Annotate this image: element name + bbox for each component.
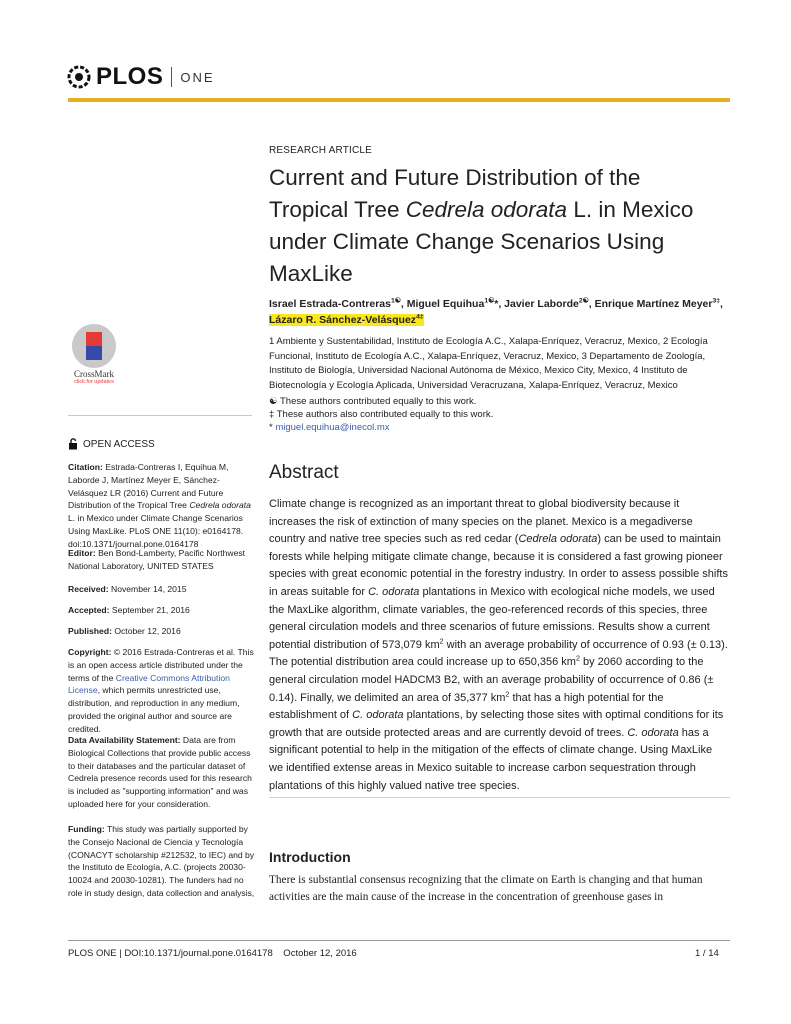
- footer-citation: PLOS ONE | DOI:10.1371/journal.pone.0164178 October 12, 2016: [68, 948, 357, 959]
- citation-block: Citation: Estrada-Contreras I, Equihua M, Laborde J, Martínez Meyer E, Sánchez-Velásquez LR (2016) Current and Future Distribution of the Tropical Tree Cedrela odorata L. in Mexico under Climate Change Scenarios Using MaxLike. PLoS ONE 11(10): e0164178. doi:10.1371/journal.pone.0164178: [68, 462, 251, 549]
- funding-block: Funding: This study was partially supported by the Consejo Nacional de Ciencia y Tecnología (CONACYT scholarship #212532, to IEC) and by the Instituto de Ecología, A.C. (projects 20030-10024 and 20030-10281). The funders had no role in study design, data collection and analysis,: [68, 824, 255, 898]
- note-also-equal: ‡ These authors also contributed equally to this work.: [269, 409, 494, 420]
- data-availability-block: Data Availability Statement: Data are from Biological Collections that provide public access to their databases and the particular dataset of Cedrela presence records used for this research is included as "supporting information" and was uploaded here for your consideration.: [68, 735, 252, 809]
- abstract-text: Climate change is recognized as an important threat to global biodiversity because it increases the risk of extinction of many species on the planet. Mexico is a megadiverse country and native tree species such as red cedar (Cedrela odorata) can be used to maintain forests while helping mitigate climate change, because it is considered a fast growing pioneer species with great economic potential in the forestry industry. In order to assess possible shifts in areas suitable for C. odorata plantations in Mexico with ecological niche models, we used the MaxLike algorithm, climate variables, the geo-referenced records of this species, three general circulation models and three scenarios of future emissions. Results show a current potential distribution of 573,079 $km^2$ with an average probability of occurrence of 0.93 (± 0.13). The potential distribution area could increase up to 650,356 $km^2$ by 2060 according to the general circulation model HADCM3 B2, with an average probability of occurrence of 0.86 (± 0.14). Finally, we delimited an area of 35,377 $km^2$ that has a high potential for the establishment of C. odorata plantations, by selecting those sites with optimal conditions for its growth that are outside protected areas and are currently devoid of trees. C. odorata has a significant potential to help in the mitigation of the effects of climate change. Using MaxLike we identified extense areas in Mexico suitable to increase carbon sequestration through plantations of this highly valued native tree species.: [269, 498, 728, 792]
- crossmark-label: CrossMark: [74, 369, 114, 379]
- introduction-text: There is substantial consensus recognizing that the climate on Earth is changing and that human activities are the main cause of the increase in the concentration of greenhouse gases in: [269, 874, 703, 903]
- author-highlighted[interactable]: Lázaro R. Sánchez-Velásquez$^{4\ddagger}$: [269, 313, 424, 326]
- introduction-heading: Introduction: [269, 849, 351, 865]
- accepted-date: Accepted: September 21, 2016: [68, 605, 190, 615]
- logo-sub: ONE: [180, 69, 215, 85]
- article-type: RESEARCH ARTICLE: [269, 145, 373, 156]
- note-corresponding: * miguel.equihua@inecol.mx: [269, 422, 390, 433]
- journal-logo: [66, 62, 215, 92]
- article-title: Current and Future Distribution of the Tropical Tree Cedrela odorata L. in Mexico under Climate Change Scenarios Using MaxLike: [269, 165, 694, 286]
- abstract-divider: [269, 797, 730, 798]
- author-list: Israel Estrada-Contreras$^{1☯}$, Miguel Equihua$^{1☯}$*, Javier Laborde$^{2☯}$, Enrique Martínez Meyer$^{3\ddagger}$, Lázaro R. Sánchez-Velásquez$^{4\ddagger}$: [269, 297, 723, 326]
- affiliations: 1 Ambiente y Sustentabilidad, Instituto de Ecología A.C., Xalapa-Enríquez, Veracruz, Mexico, 2 Ecología Funcional, Instituto de Ecología A.C., Xalapa-Enríquez, Veracruz, Mexico, 3 Departamento de Zoología, Instituto de Biología, Universidad Nacional Autónoma de México, Mexico City, Mexico, 4 Instituto de Biotecnología y Ecología Aplicada, Universidad Veracruzana, Xalapa-Enríquez, Veracruz, Mexico: [269, 336, 708, 391]
- author[interactable]: , Enrique Martínez Meyer: [588, 298, 713, 310]
- crossmark-badge[interactable]: [66, 324, 122, 384]
- page-number: 1 / 14: [695, 948, 719, 959]
- license-link[interactable]: Creative Commons Attribution License: [68, 672, 230, 696]
- sidebar-divider: [68, 415, 252, 416]
- author-notes: [269, 395, 731, 434]
- header-bar: [68, 98, 730, 102]
- logo-separator: [171, 67, 172, 87]
- author[interactable]: , Javier Laborde: [498, 298, 579, 310]
- open-lock-icon: [68, 438, 78, 450]
- crossmark-icon: [72, 324, 116, 368]
- copyright-block: Copyright: © 2016 Estrada-Contreras et al. This is an open access article distributed under the terms of the Creative Commons Attribution License, which permits unrestricted use, distribution, and reproduction in any medium, provided the original author and source are credited.: [68, 647, 254, 734]
- editor-block: Editor: Ben Bond-Lamberty, Pacific Northwest National Laboratory, UNITED STATES: [68, 548, 246, 571]
- published-date: Published: October 12, 2016: [68, 626, 181, 636]
- open-access-label: OPEN ACCESS: [68, 438, 155, 450]
- crossmark-sublabel: click for updates: [74, 379, 114, 385]
- author[interactable]: Israel Estrada-Contreras: [269, 298, 391, 310]
- received-date: Received: November 14, 2015: [68, 584, 187, 594]
- note-equal: ☯ These authors contributed equally to this work.: [269, 396, 477, 407]
- plos-logo-icon: [66, 64, 92, 90]
- footer-divider: [68, 940, 730, 941]
- email-link[interactable]: miguel.equihua@inecol.mx: [275, 422, 390, 433]
- abstract-heading: Abstract: [269, 462, 339, 483]
- logo-word: PLOS: [96, 63, 164, 90]
- author[interactable]: , Miguel Equihua: [400, 298, 485, 310]
